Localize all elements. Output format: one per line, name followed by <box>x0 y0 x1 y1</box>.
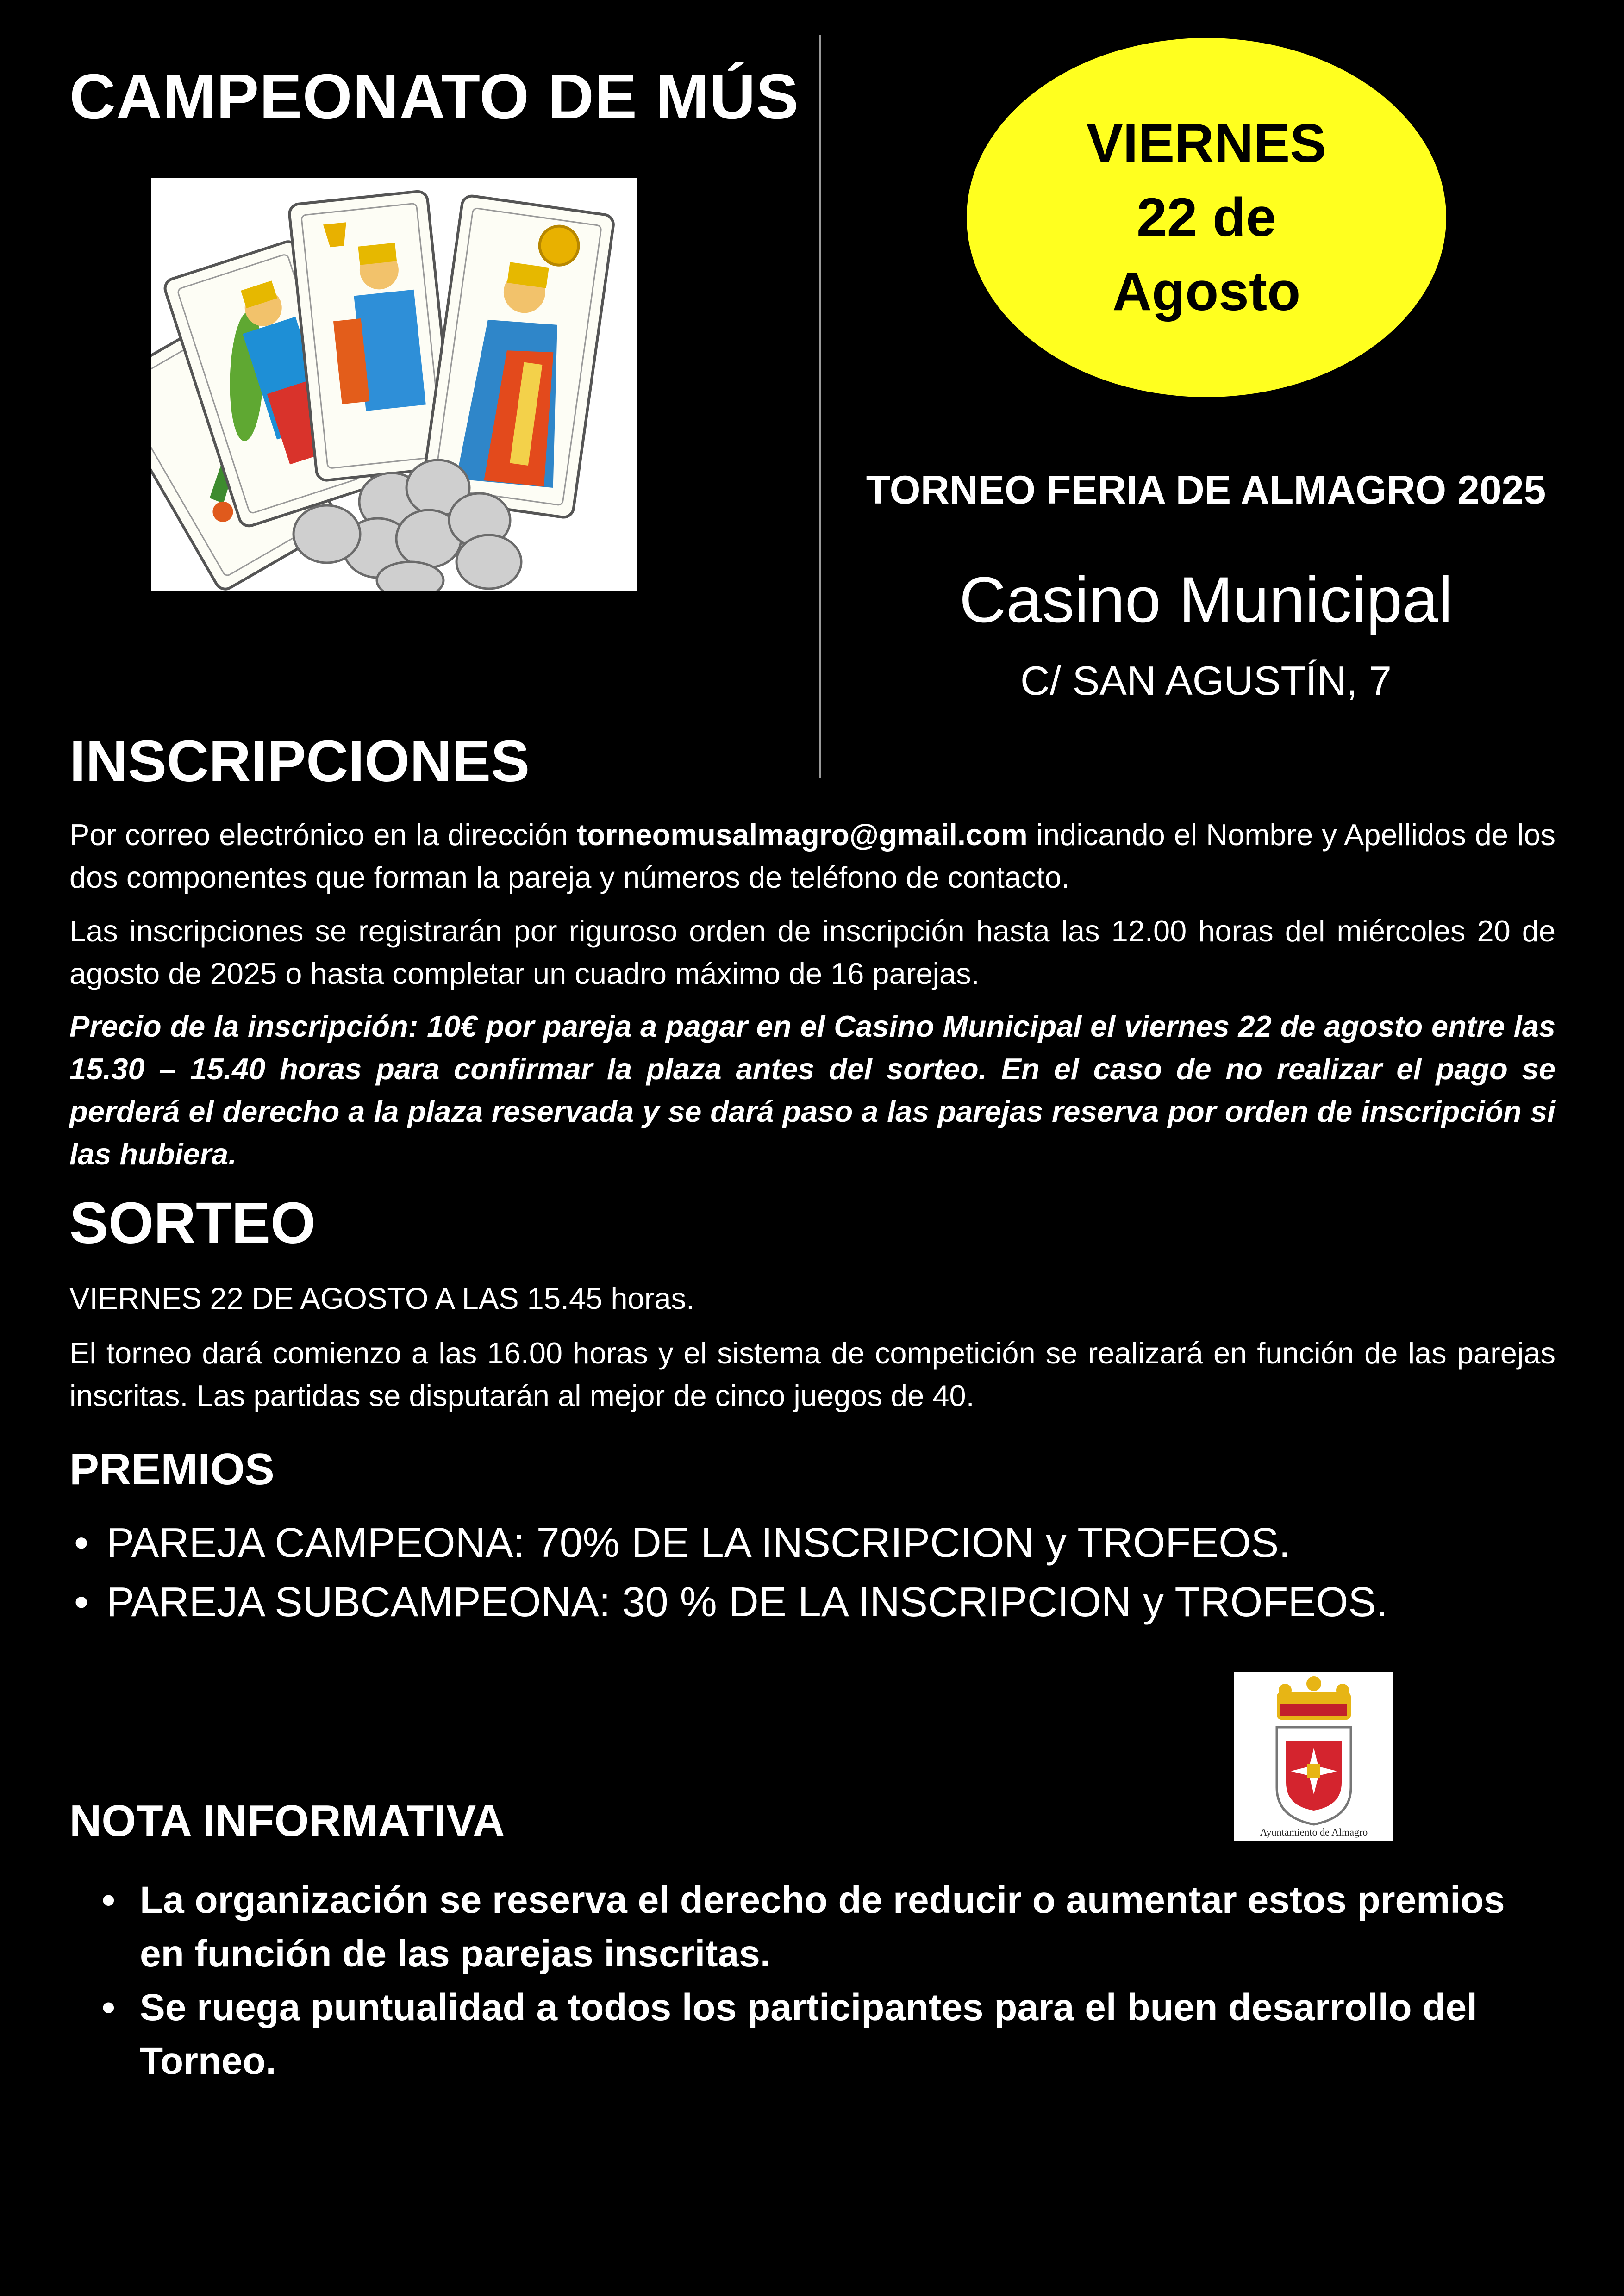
nota-heading: NOTA INFORMATIVA <box>69 1796 505 1846</box>
date-badge-number: 22 de <box>1137 187 1276 248</box>
email-link[interactable]: torneomusalmagro@gmail.com <box>577 818 1028 852</box>
date-badge-month: Agosto <box>1112 261 1301 322</box>
premios-heading: PREMIOS <box>69 1444 275 1494</box>
sorteo-paragraph-2: El torneo dará comienzo a las 16.00 horas y el sistema de competición se realizará en función de las parejas inscritas. Las partidas se disputarán al mejor de cinco juegos de 40. <box>69 1336 1555 1412</box>
inscripciones-price-paragraph: Precio de la inscripción: 10€ por pareja a pagar en el Casino Municipal el viernes 22 de agosto entre las 15.30 – 15.40 horas para confirmar la plaza antes del sorteo. En el caso de no realizar el pago se perderá el derecho a la plaza reservada y se dará paso a las parejas reserva por orden de inscripción si las hubiera. <box>69 1009 1555 1171</box>
playing-cards-image <box>151 178 637 591</box>
logo-caption: Ayuntamiento de Almagro <box>1260 1826 1368 1838</box>
divider-line <box>819 35 821 778</box>
page-title: CAMPEONATO DE MÚS <box>69 61 799 132</box>
nota-item-premios: • La organización se reserva el derecho de reducir o aumentar estos premios en función de las parejas inscritas. <box>102 1873 1537 1981</box>
tournament-name: TORNEO FERIA DE ALMAGRO 2025 <box>866 468 1546 512</box>
ayuntamiento-logo <box>1234 1672 1393 1841</box>
date-badge-day: VIERNES <box>1086 113 1327 174</box>
inscripciones-text-before: Por correo electrónico en la dirección <box>69 818 577 852</box>
date-badge <box>967 38 1446 397</box>
venue-name: Casino Municipal <box>959 563 1453 636</box>
inscripciones-paragraph-1 <box>69 814 1555 899</box>
inscripciones-text-after: indicando el Nombre y Apellidos de los dos componentes que forman la pareja y números de teléfono de contacto. <box>69 818 1555 894</box>
sorteo-heading: SORTEO <box>69 1190 316 1256</box>
venue-address: C/ SAN AGUSTÍN, 7 <box>1020 658 1392 703</box>
sorteo-paragraph-1: VIERNES 22 DE AGOSTO A LAS 15.45 horas. <box>69 1282 695 1315</box>
inscripciones-heading: INSCRIPCIONES <box>69 728 530 794</box>
premios-list <box>74 1513 1387 1632</box>
inscripciones-paragraph-2: Las inscripciones se registrarán por riguroso orden de inscripción hasta las 12.00 horas del miércoles 20 de agosto de 2025 o hasta completar un cuadro máximo de 16 parejas. <box>69 914 1555 990</box>
nota-item-puntualidad: • Se ruega puntualidad a todos los participantes para el buen desarrollo del Torneo. <box>102 1981 1537 2088</box>
nota-list <box>102 1873 1537 2088</box>
premio-item-campeona: • PAREJA CAMPEONA: 70% DE LA INSCRIPCION y TROFEOS. <box>74 1513 1387 1573</box>
premio-item-subcampeona: • PAREJA SUBCAMPEONA: 30 % DE LA INSCRIPCION y TROFEOS. <box>74 1573 1387 1632</box>
